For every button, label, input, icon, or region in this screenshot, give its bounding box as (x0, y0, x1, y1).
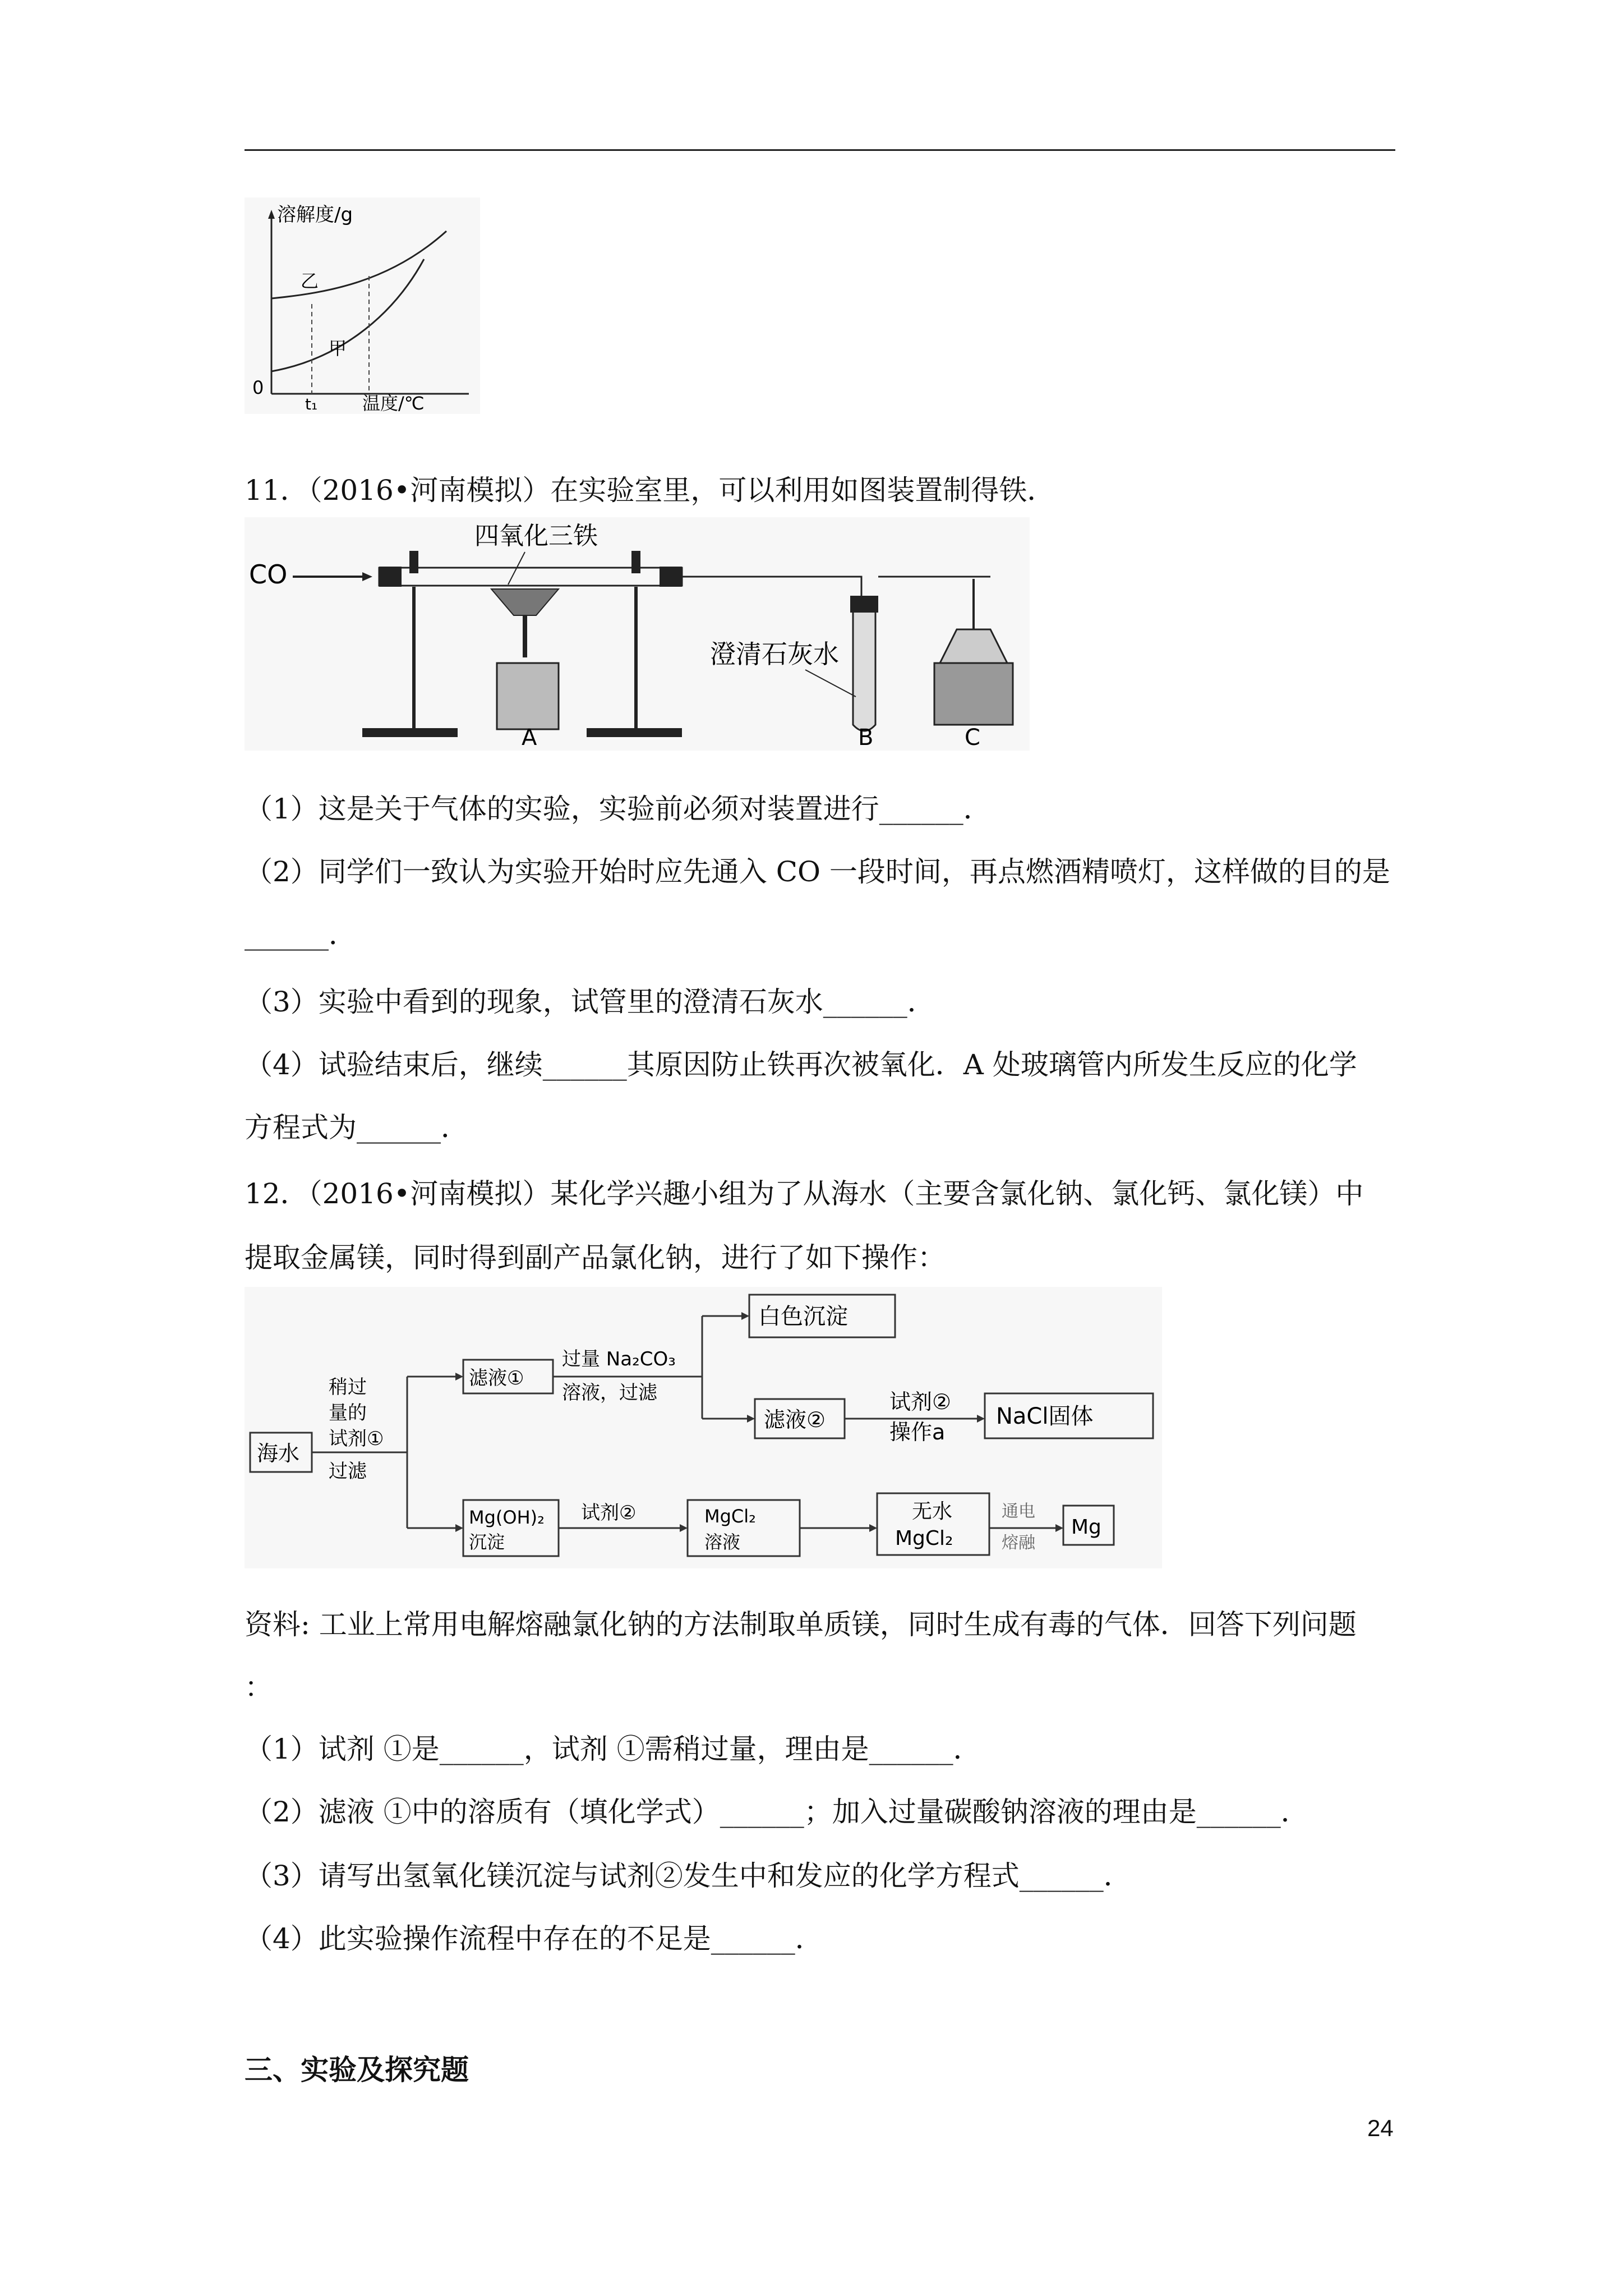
label-b: B (858, 725, 874, 751)
excess-na2co3-label: 过量 Na₂CO₃ (562, 1348, 676, 1370)
q12-part-1: （1）试剂 ①是______，试剂 ①需稍过量，理由是______． (245, 1733, 981, 1765)
electrolysis-label-bottom: 熔融 (1002, 1533, 1035, 1553)
iron-reduction-apparatus-figure (245, 517, 1030, 751)
operation-a-label: 操作a (889, 1420, 946, 1444)
label-c: C (965, 725, 980, 751)
reagent2-label-bottom: 试剂② (581, 1502, 637, 1524)
solubility-curve-figure (245, 197, 480, 414)
mgcl2-box-line-2: 溶液 (704, 1531, 741, 1553)
fe3o4-label: 四氧化三铁 (474, 522, 598, 550)
x-axis-label: 温度/℃ (362, 393, 425, 414)
q11-part-1: （1）这是关于气体的实验，实验前必须对装置进行______． (245, 793, 992, 825)
q12-stem-line-1: 12．（2016•河南模拟）某化学兴趣小组为了从海水（主要含氯化钠、氯化钙、氯化镁）中 (245, 1177, 1364, 1210)
mgoh2-box-line-1: Mg(OH)₂ (469, 1507, 545, 1528)
curve-label-yi: 乙 (301, 270, 319, 292)
q11-part-4: （4）试验结束后，继续______其原因防止铁再次被氧化．A 处玻璃管内所发生反应的化学 (245, 1048, 1357, 1081)
limewater-label: 澄清石灰水 (710, 639, 839, 669)
page-number: 24 (1367, 2115, 1394, 2141)
mgcl2-box-line-1: MgCl₂ (704, 1506, 756, 1527)
q12-part-2: （2）滤液 ①中的溶质有（填化学式）______；加入过量碳酸钠溶液的理由是______． (245, 1796, 1309, 1828)
nacl-solid-box: NaCl固体 (996, 1404, 1094, 1429)
header-rule (245, 149, 1395, 151)
q12-part-4: （4）此实验操作流程中存在的不足是______． (245, 1922, 823, 1955)
step1-text-a: 稍过 (329, 1376, 367, 1398)
label-a: A (522, 725, 537, 751)
section-heading: 三、实验及探究题 (245, 2054, 469, 2086)
step1-text-c: 试剂① (329, 1428, 384, 1450)
origin-label: 0 (252, 377, 264, 398)
q12-info-line-2: ： (245, 1671, 273, 1704)
filtrate1-box: 滤液① (469, 1367, 524, 1389)
electrolysis-label-top: 通电 (1002, 1502, 1035, 1521)
curve-label-jia: 甲 (329, 338, 347, 359)
t1-label: t₁ (305, 395, 318, 413)
white-precipitate-box: 白色沉淀 (758, 1304, 848, 1329)
magnesium-extraction-flowchart (245, 1287, 1162, 1568)
step1-text-d: 过滤 (329, 1460, 367, 1483)
mgoh2-box-line-2: 沉淀 (469, 1531, 505, 1553)
q12-stem-line-2: 提取金属镁，同时得到副产品氯化钠，进行了如下操作： (245, 1241, 946, 1274)
q11-part-4-cont: 方程式为______． (245, 1111, 469, 1144)
step1-text-b: 量的 (329, 1402, 367, 1424)
q11-part-3: （3）实验中看到的现象，试管里的澄清石灰水______． (245, 986, 935, 1018)
filtrate2-box: 滤液② (764, 1407, 826, 1432)
reagent2-label-top: 试剂② (889, 1389, 952, 1414)
q11-stem: 11．（2016•河南模拟）在实验室里，可以利用如图装置制得铁． (245, 474, 1055, 507)
co-label: CO (249, 559, 288, 590)
q11-part-2: （2）同学们一致认为实验开始时应先通入 CO 一段时间，再点燃酒精喷灯，这样做的目的是 (245, 855, 1390, 888)
q12-info-line-1: 资料: 工业上常用电解熔融氯化钠的方法制取单质镁，同时生成有毒的气体．回答下列问题 (245, 1608, 1357, 1641)
seawater-box: 海水 (257, 1441, 300, 1466)
filter-label: 溶液，过滤 (562, 1382, 657, 1404)
mg-box: Mg (1071, 1516, 1101, 1539)
q12-part-3: （3）请写出氢氧化镁沉淀与试剂②发生中和发应的化学方程式______． (245, 1860, 1132, 1892)
anhydrous-mgcl2-line-2: MgCl₂ (895, 1527, 953, 1550)
q11-part-2-cont: ______． (245, 918, 357, 951)
y-axis-label: 溶解度/g (277, 204, 353, 226)
anhydrous-mgcl2-line-1: 无水 (912, 1500, 953, 1523)
